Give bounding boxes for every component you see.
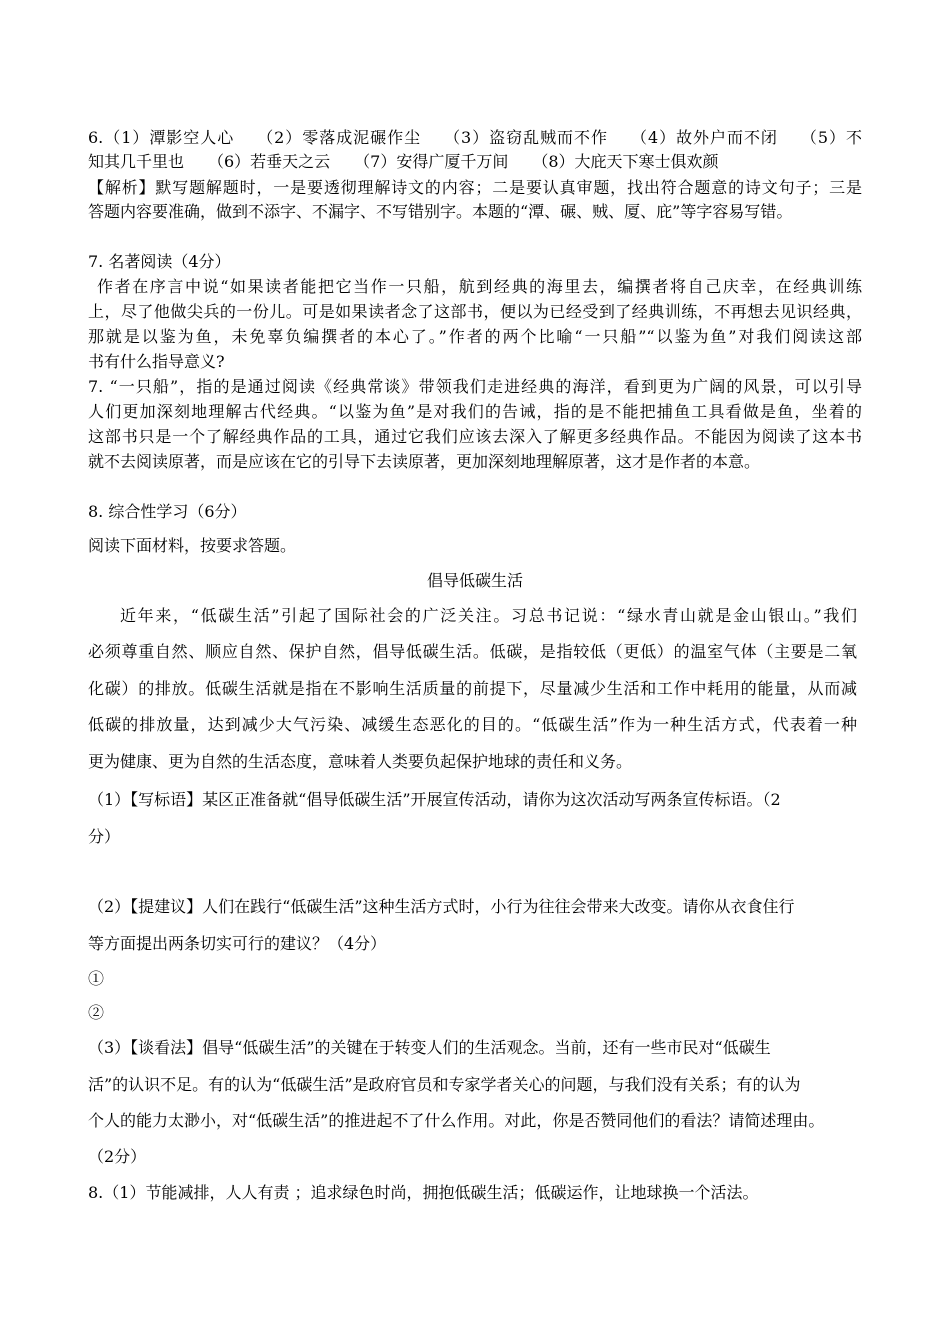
sub-question-3-line: 个人的能力太渺小，对“低碳生活”的推进起不了什么作用。对此，你是否赞同他们的看法？请简述理由。 [88,1111,825,1130]
material-line: 近年来，“低碳生活”引起了国际社会的广泛关注。习总书记说：“绿水青山就是金山银山。”我们 [120,606,857,625]
q7-question-line: 那就是以鉴为鱼，未免辜负编撰者的本心了。”作者的两个比喻“一只船”“以鉴为鱼”对我们阅读这部 [88,327,862,346]
sub-question-2-line: （2）【提建议】人们在践行“低碳生活”这种生活方式时，小行为往往会带来大改变。请你从衣食住行 [88,897,795,916]
sub-question-3-line: （3）【谈看法】倡导“低碳生活”的关键在于转变人们的生活观念。当前，还有一些市民对“低碳生 [88,1038,771,1057]
sub-question-3-line: （2分） [88,1147,147,1166]
material-line: 更为健康、更为自然的生活态度，意味着人类要负起保护地球的责任和义务。 [88,752,633,771]
q6-analysis-line: 答题内容要准确，做到不添字、不漏字、不写错别字。本题的“潭、碾、贼、厦、庇”等字容易写错。 [88,202,793,221]
q6-answer-line: 知其几千里也 （6）若垂天之云 （7）安得广厦千万间 （8）大庇天下寒士俱欢颜 [88,152,719,171]
q8-answer-line: 8.（1）节能减排，人人有责 ；追求绿色时尚，拥抱低碳生活；低碳运作，让地球换一个活法。 [88,1183,759,1202]
sub-question-1-line: （1）【写标语】某区正准备就“倡导低碳生活”开展宣传活动，请你为这次活动写两条宣传标语。（2 [88,790,781,809]
sub-question-2-line: 等方面提出两条切实可行的建议？（4分） [88,934,387,953]
q7-answer-line: 这部书只是一个了解经典作品的工具，通过它我们应该去深入了解更多经典作品。不能因为阅读了这本书 [88,427,862,446]
material-line: 低碳的排放量，达到减少大气污染、减缓生态恶化的目的。“低碳生活”作为一种生活方式，代表着一种 [88,715,857,734]
q7-question-line: 上，尽了他做尖兵的一份儿。可是如果读者念了这部书，便以为已经受到了经典训练，不再想去见识经典， [88,302,862,321]
answer-blank-2: ② [88,1003,105,1022]
q7-answer-line: 人们更加深刻地理解古代经典。“以鉴为鱼”是对我们的告诫，指的是不能把捕鱼工具看做是鱼，坐着的 [88,402,862,421]
q8-instruction: 阅读下面材料，按要求答题。 [88,536,297,555]
q6-answer-line: 6.（1）潭影空人心 （2）零落成泥碾作尘 （3）盗窃乱贼而不作 （4）故外户而不闭 （5）不 [88,128,862,147]
q7-question-line: 作者在序言中说“如果读者能把它当作一只船，航到经典的海里去，编撰者将自己庆幸，在经典训练 [97,277,862,296]
sub-question-1-line: 分） [88,827,121,846]
material-title: 倡导低碳生活 [426,571,523,590]
material-line: 必须尊重自然、顺应自然、保护自然，倡导低碳生活。低碳，是指较低（更低）的温室气体（主要是二氧 [88,642,857,661]
sub-question-3-line: 活”的认识不足。有的认为“低碳生活”是政府官员和专家学者关心的问题，与我们没有关系；有的认为 [88,1075,801,1094]
q7-question-line: 书有什么指导意义? [88,352,225,371]
q6-analysis-line: 【解析】默写题解题时，一是要透彻理解诗文的内容；二是要认真审题，找出符合题意的诗文句子；三是 [88,178,862,197]
q7-answer-line: 7. “一只船”，指的是通过阅读《经典常谈》带领我们走进经典的海洋，看到更为广阔的风景，可以引导 [88,377,862,396]
q7-answer-line: 就不去阅读原著，而是应该在它的引导下去读原著，更加深刻地理解原著，这才是作者的本意。 [88,452,761,471]
q8-heading: 8. 综合性学习（6分） [88,502,247,521]
material-line: 化碳）的排放。低碳生活就是指在不影响生活质量的前提下，尽量减少生活和工作中耗用的能量，从而减 [88,679,857,698]
answer-blank-1: ① [88,969,105,988]
q7-heading: 7. 名著阅读（4分） [88,252,231,271]
